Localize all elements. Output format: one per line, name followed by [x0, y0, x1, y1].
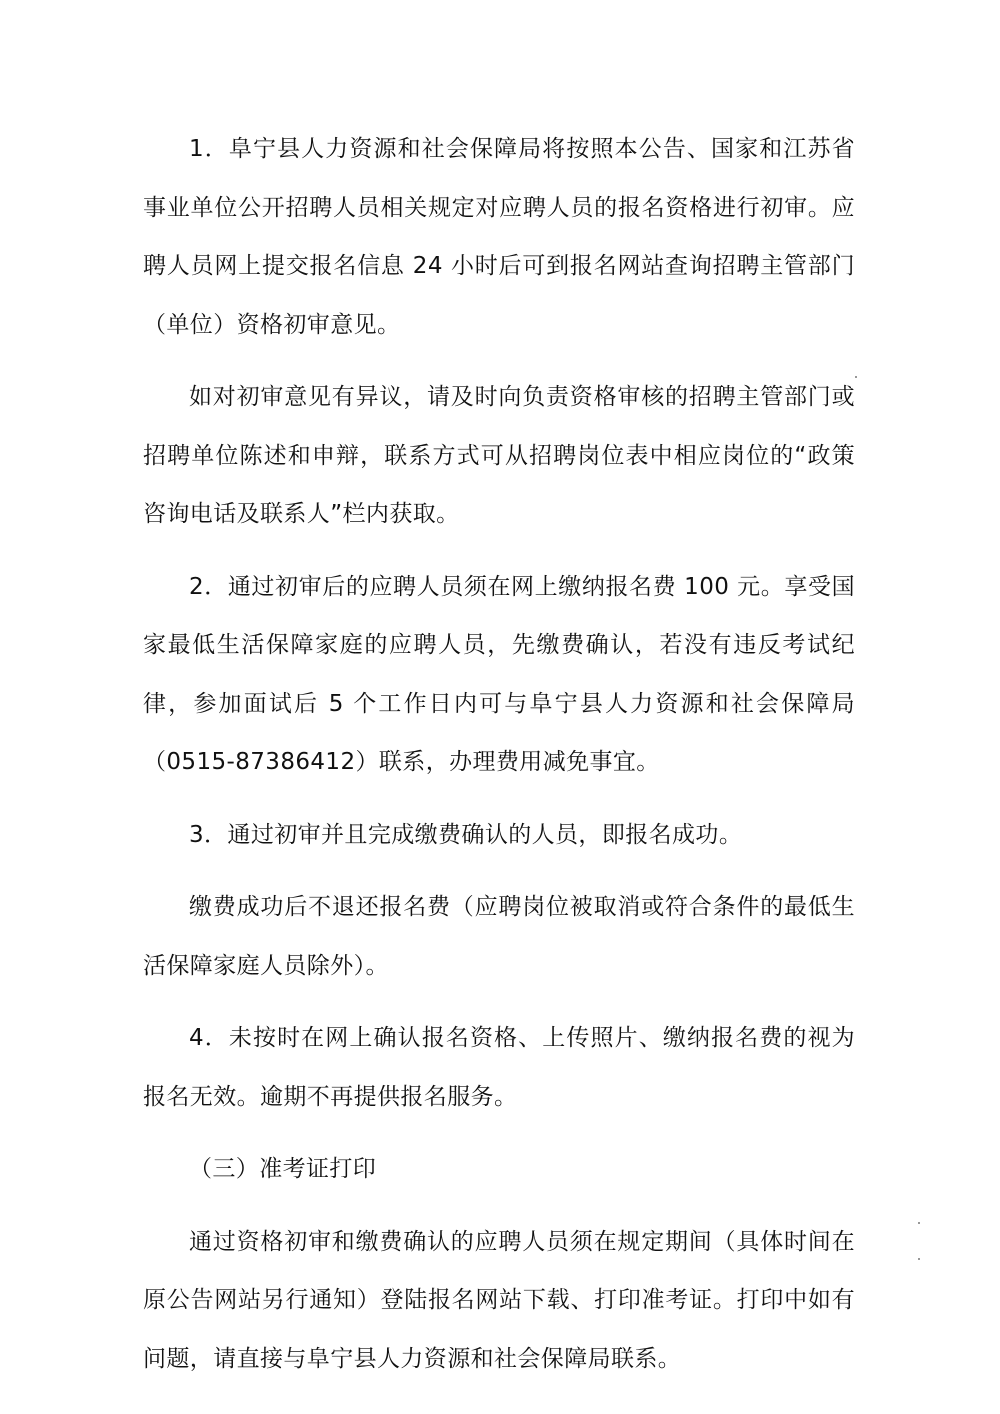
- document-body: [143, 120, 855, 1388]
- paragraph-admission-ticket: 通过资格初审和缴费确认的应聘人员须在规定期间（具体时间在原公告网站另行通知）登陆报名网站下载、打印准考证。打印中如有问题，请直接与阜宁县人力资源和社会保障局联系。: [143, 1228, 855, 1372]
- paragraph-item-1-preliminary-review: 1．阜宁县人力资源和社会保障局将按照本公告、国家和江苏省事业单位公开招聘人员相关规定对应聘人员的报名资格进行初审。应聘人员网上提交报名信息 24 小时后可到报名网站查询招聘主管部门（单位）资格初审意见。: [143, 136, 855, 338]
- scan-speck: [918, 1222, 920, 1224]
- paragraph-item-4-invalid: 4．未按时在网上确认报名资格、上传照片、缴纳报名费的视为报名无效。逾期不再提供报名服务。: [143, 1025, 855, 1110]
- section-heading-admission-ticket: （三）准考证打印: [189, 1156, 377, 1182]
- paragraph-item-2-fee: 2．通过初审后的应聘人员须在网上缴纳报名费 100 元。享受国家最低生活保障家庭的应聘人员，先缴费确认，若没有违反考试纪律，参加面试后 5 个工作日内可与阜宁县人力资源和社会保障局（0515-87386412）联系，办理费用减免事宜。: [143, 573, 855, 775]
- scan-speck: [918, 1258, 920, 1260]
- paragraph-no-refund: 缴费成功后不退还报名费（应聘岗位被取消或符合条件的最低生活保障家庭人员除外）。: [143, 894, 855, 979]
- paragraph-objection: 如对初审意见有异议，请及时向负责资格审核的招聘主管部门或招聘单位陈述和申辩，联系方式可从招聘岗位表中相应岗位的“政策咨询电话及联系人”栏内获取。: [143, 384, 855, 527]
- paragraph-item-3-success: 3．通过初审并且完成缴费确认的人员，即报名成功。: [189, 821, 743, 848]
- scan-speck: [855, 376, 857, 378]
